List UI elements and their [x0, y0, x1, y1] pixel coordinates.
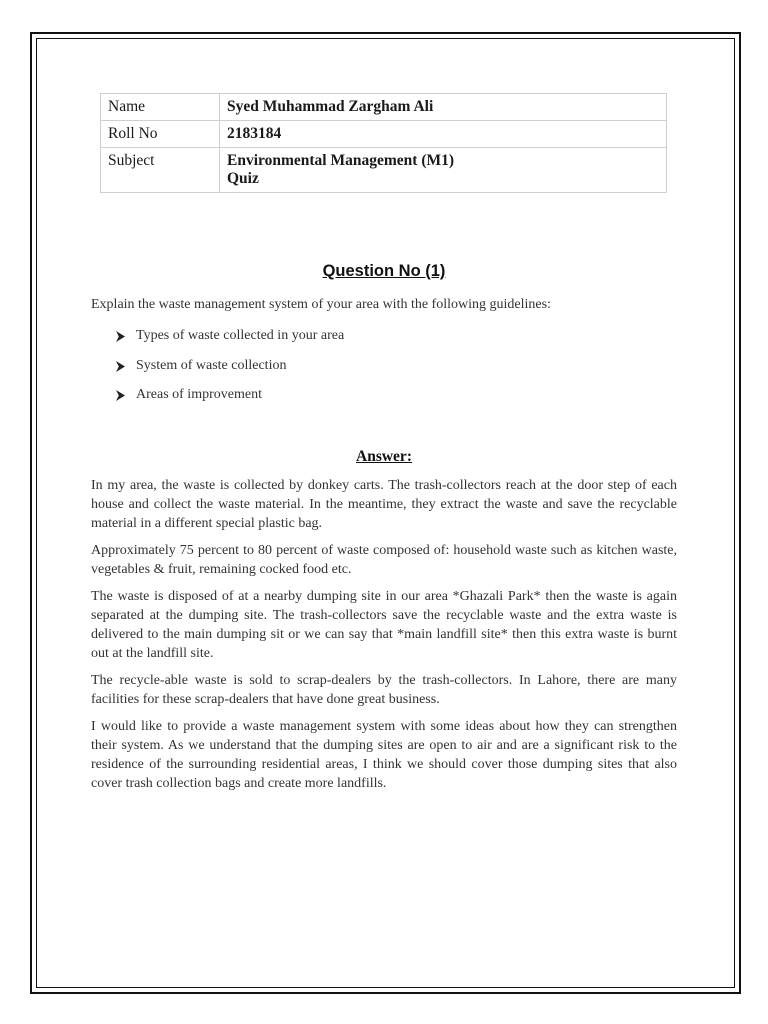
table-row [101, 121, 667, 148]
question-heading: Question No (1) [322, 262, 446, 280]
arrowhead-bullet-icon [116, 361, 125, 372]
answer-paragraph: The recycle-able waste is sold to scrap-dealers by the trash-collectors. In Lahore, there are many facilities for these scrap-dealers that have done great business. [91, 673, 677, 707]
answer-paragraph: I would like to provide a waste management system with some ideas about how they can strengthen their system. As we understand that the dumping sites are open to air and are a significant risk to the residence of the surrounding residential areas, I think we should cover those dumping sites that also cover trash collection bags and create more landfills. [91, 719, 677, 791]
answer-body [91, 476, 677, 801]
roll-no-label: Roll No [101, 121, 220, 148]
list-item [116, 328, 344, 358]
list-item [116, 387, 344, 417]
answer-paragraph: Approximately 75 percent to 80 percent of waste composed of: household waste such as kitchen waste, vegetables & fruit, remaining cocked food etc. [91, 543, 677, 577]
guideline-text: System of waste collection [136, 357, 287, 373]
arrowhead-bullet-icon [116, 331, 125, 342]
subject-value: Environmental Management (M1) Quiz [220, 148, 667, 193]
subject-label: Subject [101, 148, 220, 193]
answer-paragraph: In my area, the waste is collected by donkey carts. The trash-collectors reach at the door step of each house and collect the waste material. In the meantime, they extract the waste and save the recyclable material in a different special plastic bag. [91, 478, 677, 531]
table-row [101, 94, 667, 121]
guideline-text: Areas of improvement [136, 387, 262, 402]
guideline-text: Types of waste collected in your area [136, 328, 345, 343]
list-item [116, 358, 344, 388]
table-row [101, 148, 667, 193]
question-prompt: Explain the waste management system of your area with the following guidelines: [91, 297, 551, 312]
roll-no-value: 2183184 [220, 121, 667, 148]
student-info-table [100, 93, 667, 193]
answer-heading: Answer: [356, 448, 412, 465]
name-label: Name [101, 94, 220, 121]
name-value: Syed Muhammad Zargham Ali [220, 94, 667, 121]
answer-paragraph: The waste is disposed of at a nearby dumping site in our area *Ghazali Park* then the waste is again separated at the dumping site. The trash-collectors save the recyclable waste and the extra waste is delivered to the main dumping sit or we can say that *main landfill site* then this extra waste is burnt out at the landfill site. [91, 589, 677, 661]
guidelines-list [116, 328, 344, 417]
arrowhead-bullet-icon [116, 390, 125, 401]
